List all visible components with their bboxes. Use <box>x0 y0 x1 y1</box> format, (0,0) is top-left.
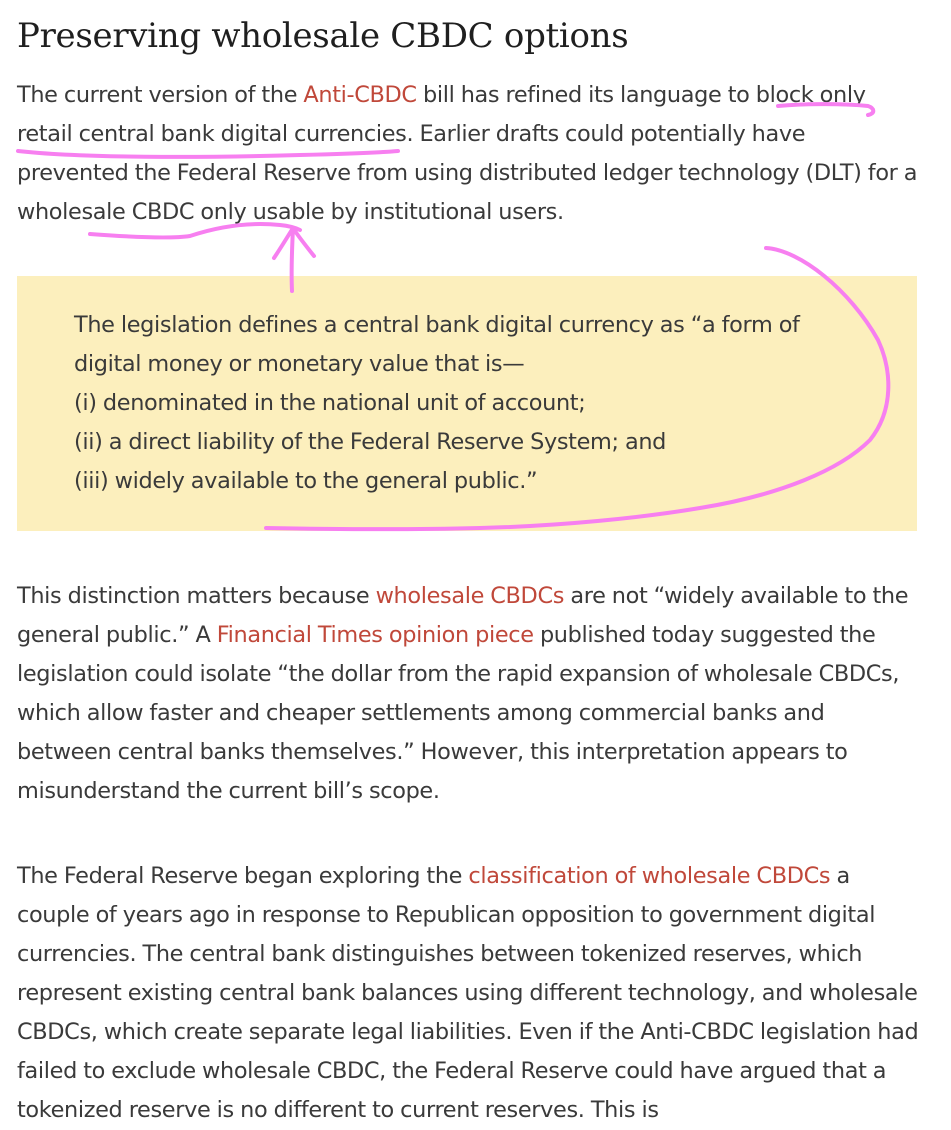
paragraph-2-text-b: are not “widely available to the general public.” A <box>17 583 909 648</box>
paragraph-1-text-a: The current version of the <box>17 82 304 108</box>
anti-cbdc-link[interactable]: Anti-CBDC <box>303 82 417 108</box>
quote-line: digital money or monetary value that is— <box>74 351 525 377</box>
paragraph-2 <box>17 577 922 811</box>
paragraph-2-text-a: This distinction matters because <box>17 583 376 609</box>
article-heading: Preserving wholesale CBDC options <box>17 16 629 56</box>
quote-line: (i) denominated in the national unit of account; <box>74 390 586 416</box>
paragraph-3 <box>17 857 922 1130</box>
quote-line: (iii) widely available to the general public.” <box>74 468 538 494</box>
paragraph-1 <box>17 76 922 232</box>
paragraph-3-text-b: a couple of years ago in response to Republican opposition to government digital currencies. The central bank distinguishes between tokenized reserves, which represent existing central bank balances using different technology, and wholesale CBDCs, which create separate legal liabilities. Even if the Anti-CBDC legislation had failed to exclude wholesale CBDC, the Federal Reserve could have argued that a tokenized reserve is no different to current reserves. This is <box>17 863 919 1123</box>
paragraph-2-text-c: published today suggested the legislation could isolate “the dollar from the rapid expansion of wholesale CBDCs, which allow faster and cheaper settlements among commercial banks and between central banks themselves.” However, this interpretation appears to misunderstand the current bill’s scope. <box>17 622 900 804</box>
wholesale-cbdcs-link[interactable]: wholesale CBDCs <box>375 583 565 609</box>
financial-times-link[interactable]: Financial Times opinion piece <box>216 622 534 648</box>
quote-line: The legislation defines a central bank digital currency as “a form of <box>74 312 800 338</box>
paragraph-1-text-b: bill has refined its language to block only retail central bank digital currencies. Earlier drafts could potentially have prevented the Federal Reserve from using distributed ledger technology (DLT) for a wholesale CBDC only usable by institutional users. <box>17 82 918 225</box>
classification-link[interactable]: classification of wholesale CBDCs <box>468 863 831 889</box>
paragraph-3-text-a: The Federal Reserve began exploring the <box>17 863 469 889</box>
quote-text <box>74 306 800 501</box>
quote-line: (ii) a direct liability of the Federal Reserve System; and <box>74 429 667 455</box>
